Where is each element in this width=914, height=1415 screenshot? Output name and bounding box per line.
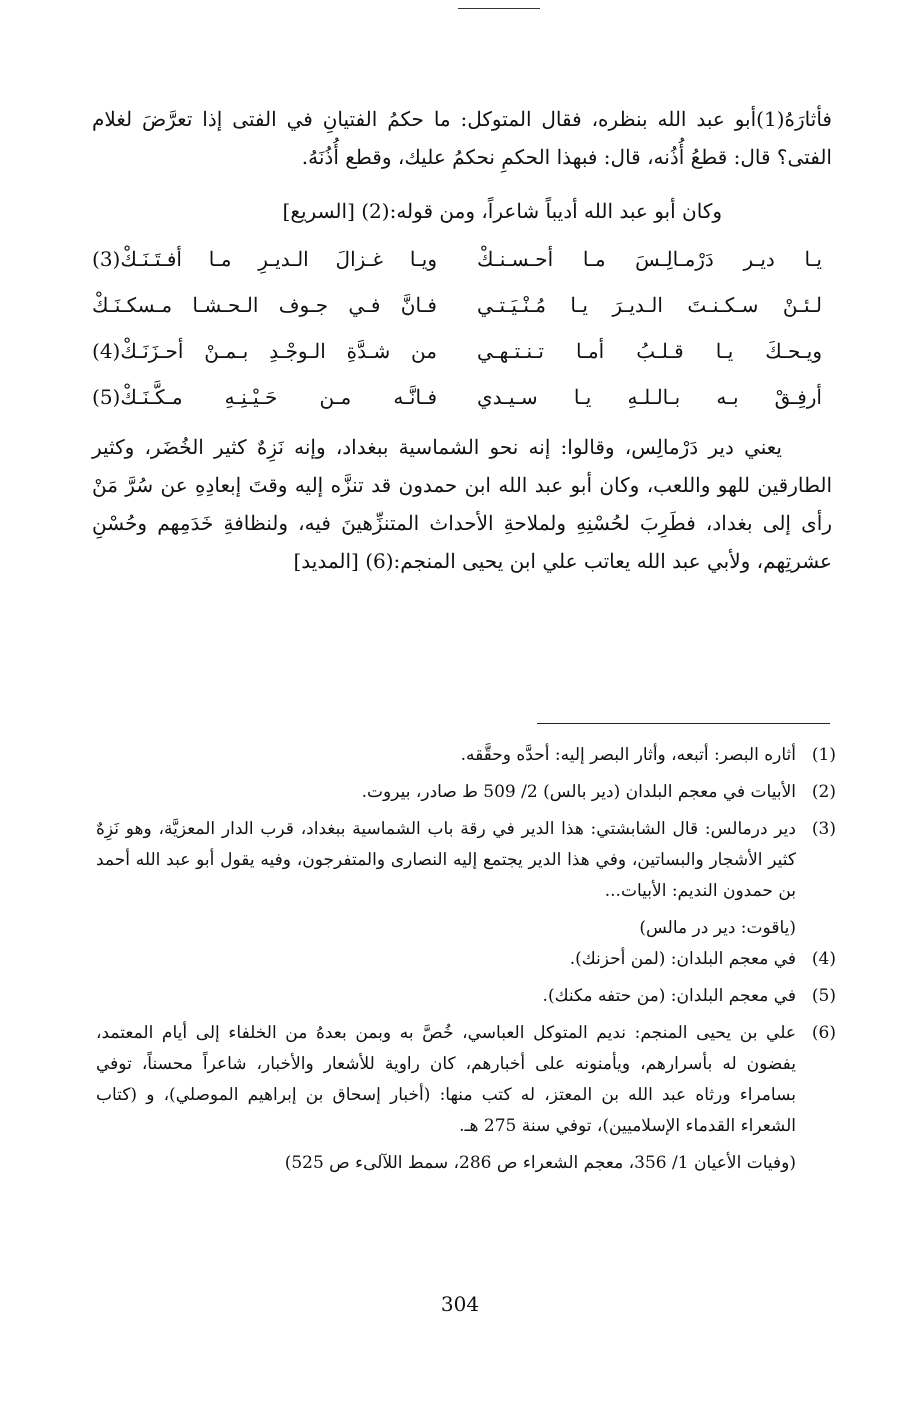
footnote bbox=[96, 944, 836, 975]
footnote-text: أثاره البصر: أتبعه، وأثار البصر إليه: أحدَّه وحقَّقه. bbox=[460, 745, 796, 765]
header-rule bbox=[458, 8, 540, 9]
footnote-source: (ياقوت: دير در مالس) bbox=[639, 918, 796, 938]
footnote-rule bbox=[537, 723, 830, 724]
footnote-text: الأبيات في معجم البلدان (دير بالس) 2/ 509 ط صادر، بيروت. bbox=[361, 782, 796, 802]
footnote-text: في معجم البلدان: (لمن أحزنك). bbox=[569, 949, 796, 969]
footnote-number: (1) bbox=[811, 745, 836, 765]
poem-intro: وكان أبو عبد الله أديباً شاعراً، ومن قوله:(2) [السريع] bbox=[282, 199, 722, 223]
verse bbox=[92, 374, 832, 420]
footnote-number: (3) bbox=[811, 819, 836, 839]
verse bbox=[92, 328, 832, 374]
footnote bbox=[96, 814, 836, 907]
verse-first-hemistich: يـا ديـر دَرْمـالِـسَ مـا أحـسـنـكْ bbox=[477, 247, 822, 271]
verse-second-hemistich: فـانَّ فـي جـوف الـحـشـا مـسكـنَـكْ bbox=[92, 293, 437, 317]
verse-first-hemistich: أرفِـقْ بـه بـالـلـهِ يـا سـيـدي bbox=[477, 385, 822, 409]
footnote-text: دير درمالس: قال الشابشتي: هذا الدير في رقة باب الشماسية ببغداد، قرب الدار المعزيَّة، وهو نَزِهٌ كثير الأشجار والبساتين، وفي هذا الدير يجتمع إليه النصارى والمتفرجون، وفيه يقول أبو عبد الله أحمد بن حمدون النديم: الأبيات... bbox=[96, 819, 796, 901]
footnote-number: (2) bbox=[811, 782, 836, 802]
footnote bbox=[96, 981, 836, 1012]
verse-second-hemistich: فـانَّـه مـن حَـيْـنِـهِ مـكَّـنَـكْ(5) bbox=[92, 385, 437, 409]
paragraph-2: يعني دير دَرْمالِس، وقالوا: إنه نحو الشماسية ببغداد، وإنه نَزِهٌ كثير الخُضَر، وكثير الطارقين للهو واللعب، وكان أبو عبد الله ابن حمدون قد تنزَّه إليه وقتَ إبعادِهِ عن سُرَّ مَنْ رأى إلى بغداد، فطَرِبَ لحُسْنِهِ ولملاحةِ الأحداث المتنزِّهينَ فيه، ولنظافةِ خَدَمِهم وحُسْنِ عشرتِهم، ولأبي عبد الله يعاتب علي ابن يحيى المنجم:(6) [المديد] bbox=[92, 435, 832, 573]
footnote bbox=[96, 1018, 836, 1142]
main-text bbox=[92, 100, 832, 580]
paragraph-1: فأثارَهُ(1)أبو عبد الله بنظره، فقال المتوكل: ما حكمُ الفتيانِ في الفتى إذا تعرَّضَ لغلام الفتى؟ قال: قطعُ أُذُنه، قال: فبهذا الحكمِ نحكمُ عليك، وقطع أُذُنَهُ. bbox=[92, 107, 832, 169]
verse bbox=[92, 282, 832, 328]
poem bbox=[92, 236, 832, 420]
footnote-text: علي بن يحيى المنجم: نديم المتوكل العباسي، خُصَّ به وبمن بعدهُ من الخلفاء إلى أيام المعتمد، يفضون له بأسرارهم، ويأمنونه على أخبارهم، كان راوية للأشعار والأخبار، شاعراً محسناً، توفي بسامراء ورثاه عبد الله بن المعتز، له كتب منها: (أخبار إسحاق بن إبراهيم الموصلي)، و (كتاب الشعراء القدماء الإسلاميين)، توفي سنة 275 هـ. bbox=[96, 1023, 796, 1136]
footnote-references: (وفيات الأعيان 1/ 356، معجم الشعراء ص 286، سمط اللآلىء ص 525) bbox=[284, 1153, 796, 1173]
verse bbox=[92, 236, 832, 282]
verse-second-hemistich: ويـا غـزالَ الـديـرِ مـا أفـتَـنَـكْ(3) bbox=[92, 247, 437, 271]
verse-second-hemistich: من شـدَّةِ الـوجْـدِ بـمـنْ أحـزَنَـكْ(4) bbox=[92, 339, 437, 363]
footnote-number: (4) bbox=[811, 949, 836, 969]
footnote bbox=[96, 740, 836, 771]
footnote-number: (5) bbox=[811, 986, 836, 1006]
verse-first-hemistich: ويـحـكَ يـا قـلـبُ أمـا تـنـتـهـي bbox=[477, 339, 822, 363]
verse-first-hemistich: لـئـنْ سـكـنـتَ الـديـرَ يـا مُـنْـيَـتـي bbox=[477, 293, 822, 317]
footnote-number: (6) bbox=[811, 1023, 836, 1043]
page-number: 304 bbox=[440, 1292, 480, 1316]
footnote bbox=[96, 777, 836, 808]
footnote-text: في معجم البلدان: (من حتفه مكنك). bbox=[542, 986, 796, 1006]
footnotes bbox=[96, 740, 836, 1179]
